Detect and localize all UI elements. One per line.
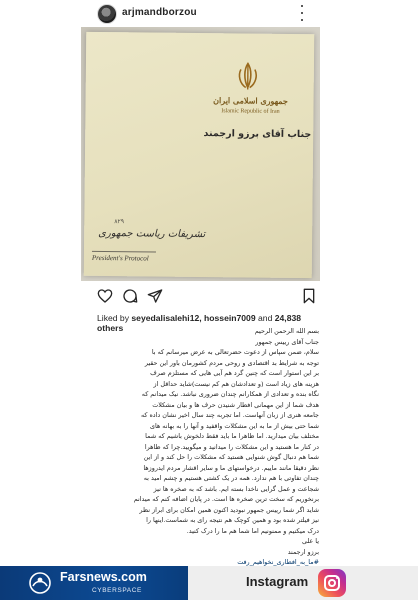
caption-line: مختلف بیان میدارید. اما ظاهرا ما باید فقط دلخوش باشیم که شما bbox=[145, 432, 319, 440]
likes-count[interactable]: 24,838 bbox=[274, 313, 302, 323]
caption-line: یا علی bbox=[301, 537, 319, 545]
protocol-label: President's Protocol bbox=[91, 253, 149, 263]
caption-line: نیز فیلتر شده بود و همین کوچک هم نتیجه رای به شماست.اینها را bbox=[146, 516, 319, 524]
caption-line: شما حتی بیش از ما به این مشکلات واقفید و آنها را به بهانه های bbox=[149, 421, 319, 430]
caption-line: جامعه هنری از زبان آنهاست. اما تجربه چند سال اخیر نشان داده که bbox=[140, 411, 319, 419]
farsnews-brand bbox=[0, 566, 188, 600]
likes-names[interactable]: seyedalisalehi12, hossein7009 bbox=[131, 313, 256, 323]
heart-icon[interactable] bbox=[97, 288, 113, 304]
post-username[interactable]: arjmandborzou bbox=[122, 7, 197, 18]
post-image[interactable] bbox=[81, 27, 320, 281]
farsnews-section: CYBERSPACE bbox=[92, 587, 142, 594]
bookmark-icon[interactable] bbox=[301, 288, 317, 304]
caption-line: بسم الله الرحمن الرحیم bbox=[254, 327, 319, 335]
post-caption bbox=[97, 326, 319, 568]
caption-line: سلام، ضمن سپاس از دعوت حضرتعالی به عرض میرسانم که با bbox=[151, 348, 319, 356]
caption-line: هدف شما از این مهمانی افطار شنیدن حرف ها و بیان مشکلات bbox=[152, 400, 319, 409]
letter-document bbox=[84, 32, 315, 278]
caption-line: شاید اگر شما رییس جمهور نبودید اکنون همین امکان برای ابراز نظر bbox=[139, 505, 319, 514]
emblem-subtitle: Islamic Republic of Iran bbox=[221, 108, 280, 115]
emblem-title: جمهوری اسلامی ایران bbox=[213, 95, 288, 106]
instagram-logo-icon bbox=[318, 569, 346, 597]
caption-line: جناب آقای رییس جمهور bbox=[255, 337, 319, 346]
likes-prefix: Liked by bbox=[97, 313, 132, 323]
letter-addressee: جناب آقای برزو ارجمند bbox=[203, 128, 312, 141]
likes-suffix[interactable]: others bbox=[97, 323, 124, 333]
source-banner bbox=[0, 566, 418, 600]
post-header bbox=[0, 0, 418, 26]
more-options-icon[interactable] bbox=[299, 5, 305, 21]
letter-number: ۸۲۹ bbox=[114, 218, 125, 226]
iran-emblem-icon bbox=[234, 61, 262, 91]
caption-line: نظر دقیقا مانند ماییم. درخواستهای ما و سایر اقشار مردم ایدروزها bbox=[143, 463, 319, 472]
profile-avatar[interactable] bbox=[97, 4, 117, 24]
post-action-bar bbox=[0, 282, 418, 310]
caption-line: بر این استوار است که چنین گرد هم آیی هایی که مستلزم صرف bbox=[150, 369, 319, 377]
platform-brand bbox=[188, 566, 418, 600]
farsnews-name: Farsnews.com bbox=[60, 570, 147, 584]
caption-hashtag[interactable]: #ما_به_افطاری_نخواهیم_رفت bbox=[237, 558, 319, 566]
caption-line: توجه به شرایط بد اقتصادی و روحی مردم کشورمان باور این حقیر bbox=[144, 358, 319, 367]
caption-line: چندان تفاوتی با هم ندارد. همه در یک کشتی هستیم و چشم امید به bbox=[143, 474, 319, 482]
caption-line: برزو ارجمند bbox=[287, 547, 319, 556]
caption-line: برنخوریم که سخت ترین صخره ها است. در پایان اضافه کنم که میدانم bbox=[133, 495, 319, 503]
letter-signature: تشریفات ریاست جمهوری bbox=[98, 227, 206, 241]
instagram-label: Instagram bbox=[246, 574, 309, 589]
caption-line: هزینه های زیاد است (و تعدادشان هم کم نیست)شاید حداقل از bbox=[153, 379, 319, 388]
farsnews-logo-icon bbox=[28, 572, 52, 594]
caption-line: در کنار ما هستید و این مشکلات را میدانید و میگویید.چرا که ظاهرا bbox=[144, 442, 319, 451]
caption-line: نگاه بنده و تعدادی از همکارانم چندان ضروری نباشد. نیک میدانم که bbox=[141, 390, 319, 398]
comment-icon[interactable] bbox=[122, 288, 138, 304]
likes-middle: and bbox=[255, 313, 275, 323]
caption-line: شجاعت و عمل گرایی ناخدا بسته ایم. باشد که به صخره ها نیز bbox=[153, 484, 319, 493]
share-icon[interactable] bbox=[147, 288, 163, 304]
caption-line: درک میکنیم و ممنونیم اما شما هم ما را درک کنید. bbox=[186, 526, 319, 535]
caption-line: شما هم دنبال گوش شنوایی هستید که مشکلات را حل کند و از این bbox=[143, 453, 319, 461]
signature-divider bbox=[92, 251, 156, 253]
